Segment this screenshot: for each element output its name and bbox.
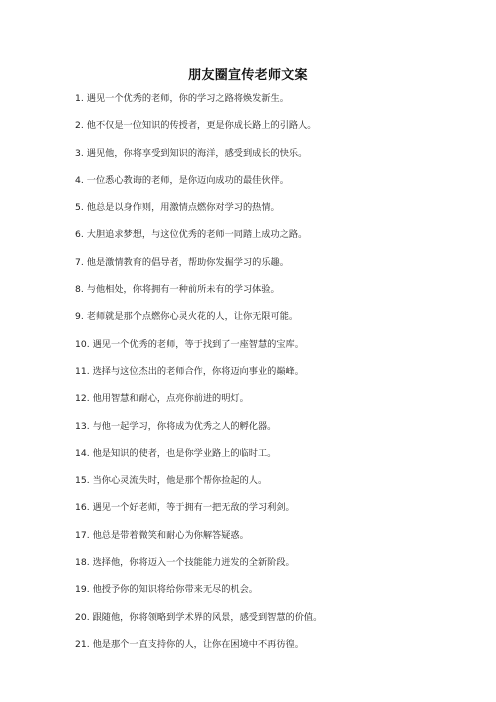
item-text: 遇见一个好老师，等于拥有一把无敌的学习利剑。 xyxy=(92,502,295,514)
item-text: 遇见一个优秀的老师，你的学习之路将焕发新生。 xyxy=(86,93,289,104)
item-text: 他总是以身作则，用激情点燃你对学习的热情。 xyxy=(86,202,280,214)
item-text: 他是激情教育的倡导者，帮助你发掘学习的乐趣。 xyxy=(86,256,289,268)
list-item xyxy=(75,611,475,638)
list-item xyxy=(75,638,475,665)
item-text: 一位悉心教诲的老师，是你迈向成功的最佳伙伴。 xyxy=(86,174,289,186)
list-item xyxy=(75,228,475,255)
item-text: 选择与这位杰出的老师合作，你将迈向事业的巅峰。 xyxy=(92,365,304,377)
item-number: 15. xyxy=(75,475,90,487)
item-number: 19. xyxy=(75,584,90,596)
item-text: 老师就是那个点燃你心灵火花的人，让你无限可能。 xyxy=(86,311,299,323)
list-item xyxy=(75,147,475,174)
item-number: 8. xyxy=(75,284,84,296)
item-text: 大胆追求梦想，与这位优秀的老师一同踏上成功之路。 xyxy=(86,229,308,241)
item-number: 11. xyxy=(75,365,90,377)
item-number: 7. xyxy=(75,256,84,268)
item-number: 13. xyxy=(75,420,90,432)
item-text: 他不仅是一位知识的传授者，更是你成长路上的引路人。 xyxy=(86,120,317,132)
list-item xyxy=(75,92,475,119)
item-number: 14. xyxy=(75,447,90,459)
list-item xyxy=(75,420,475,447)
list-item xyxy=(75,556,475,583)
item-text: 他是知识的使者，也是你学业路上的临时工。 xyxy=(92,447,277,459)
list-item xyxy=(75,256,475,283)
item-number: 4. xyxy=(75,174,84,186)
item-number: 1. xyxy=(75,93,84,104)
list-item xyxy=(75,529,475,556)
list-item xyxy=(75,310,475,337)
list-item xyxy=(75,474,475,501)
list-item xyxy=(75,201,475,228)
item-text: 与他一起学习，你将成为优秀之人的孵化器。 xyxy=(92,420,277,432)
list-item xyxy=(75,583,475,610)
document-title: 朋友圈宣传老师文案 xyxy=(188,68,308,83)
list-item xyxy=(75,338,475,365)
item-number: 2. xyxy=(75,120,84,132)
item-number: 17. xyxy=(75,529,90,541)
item-number: 10. xyxy=(75,338,90,350)
item-number: 18. xyxy=(75,557,90,569)
item-number: 12. xyxy=(75,393,90,405)
item-text: 遇见一个优秀的老师，等于找到了一座智慧的宝库。 xyxy=(92,338,304,350)
item-text: 跟随他，你将领略到学术界的风景，感受到智慧的价值。 xyxy=(92,611,323,623)
item-text: 他授予你的知识将给你带来无尽的机会。 xyxy=(92,584,258,596)
item-number: 21. xyxy=(75,638,90,650)
item-text: 他是那个一直支持你的人，让你在困境中不再彷徨。 xyxy=(92,638,304,650)
list-item xyxy=(75,501,475,528)
item-text: 他用智慧和耐心，点亮你前进的明灯。 xyxy=(92,393,249,405)
item-number: 16. xyxy=(75,502,90,514)
item-text: 遇见他，你将享受到知识的海洋，感受到成长的快乐。 xyxy=(86,147,308,159)
item-number: 9. xyxy=(75,311,84,323)
item-list xyxy=(75,92,475,665)
item-text: 与他相处，你将拥有一种前所未有的学习体验。 xyxy=(86,284,280,296)
list-item xyxy=(75,174,475,201)
list-item xyxy=(75,392,475,419)
item-number: 5. xyxy=(75,202,84,214)
list-item xyxy=(75,119,475,146)
item-number: 20. xyxy=(75,611,90,623)
list-item xyxy=(75,283,475,310)
item-text: 当你心灵流失时，他是那个帮你捡起的人。 xyxy=(92,475,268,487)
item-text: 他总是带着微笑和耐心为你解答疑惑。 xyxy=(92,529,249,541)
list-item xyxy=(75,365,475,392)
item-text: 选择他，你将迈入一个技能能力迸发的全新阶段。 xyxy=(92,557,295,569)
item-number: 3. xyxy=(75,147,84,159)
list-item xyxy=(75,447,475,474)
item-number: 6. xyxy=(75,229,84,241)
